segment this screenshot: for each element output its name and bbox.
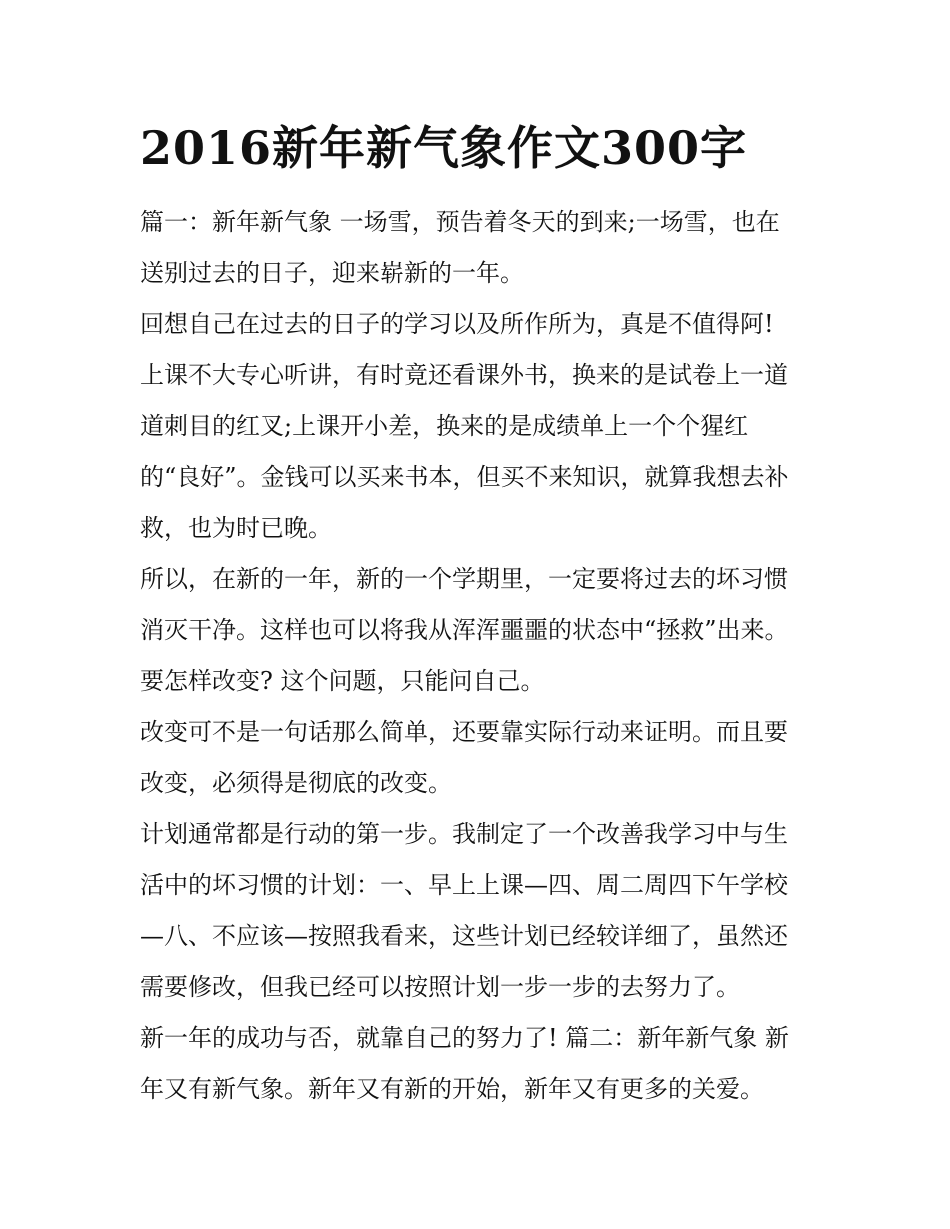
text-line: 需要修改，但我已经可以按照计划一步一步的去努力了。 xyxy=(140,973,740,1001)
text-line: 送别过去的日子，迎来崭新的一年。 xyxy=(140,259,524,287)
text-line: 回想自己在过去的日子的学习以及所作所为，真是不值得阿! xyxy=(140,310,774,338)
text-line: 改变，必须得是彻底的改变。 xyxy=(140,769,452,797)
text-line: 所以，在新的一年，新的一个学期里，一定要将过去的坏习惯 xyxy=(140,565,788,593)
text-line: 改变可不是一句话那么简单，还要靠实际行动来证明。而且要 xyxy=(140,718,788,746)
essay-body xyxy=(140,197,840,1115)
text-line: 消灭干净。这样也可以将我从浑浑噩噩的状态中“拯救”出来。 xyxy=(140,616,789,644)
text-line: 救，也为时已晚。 xyxy=(140,514,332,542)
text-line: 道刺目的红叉;上课开小差，换来的是成绩单上一个个猩红 xyxy=(140,412,749,440)
text-line: 计划通常都是行动的第一步。我制定了一个改善我学习中与生 xyxy=(140,820,788,848)
text-line: 篇一：新年新气象 一场雪，预告着冬天的到来;一场雪，也在 xyxy=(140,208,780,236)
text-line: 年又有新气象。新年又有新的开始，新年又有更多的关爱。 xyxy=(140,1075,764,1103)
text-line: 活中的坏习惯的计划：一、早上上课—四、周二周四下午学校 xyxy=(140,871,788,899)
text-line: —八、不应该—按照我看来，这些计划已经较详细了，虽然还 xyxy=(140,922,788,950)
page-title: 2016新年新气象作文300字 xyxy=(140,121,748,175)
text-line: 要怎样改变? 这个问题，只能问自己。 xyxy=(140,667,545,695)
text-line: 上课不大专心听讲，有时竟还看课外书，换来的是试卷上一道 xyxy=(140,361,788,389)
text-line: 新一年的成功与否，就靠自己的努力了! 篇二：新年新气象 新 xyxy=(140,1024,789,1052)
text-line: 的“良好”。金钱可以买来书本，但买不来知识，就算我想去补 xyxy=(140,463,789,491)
